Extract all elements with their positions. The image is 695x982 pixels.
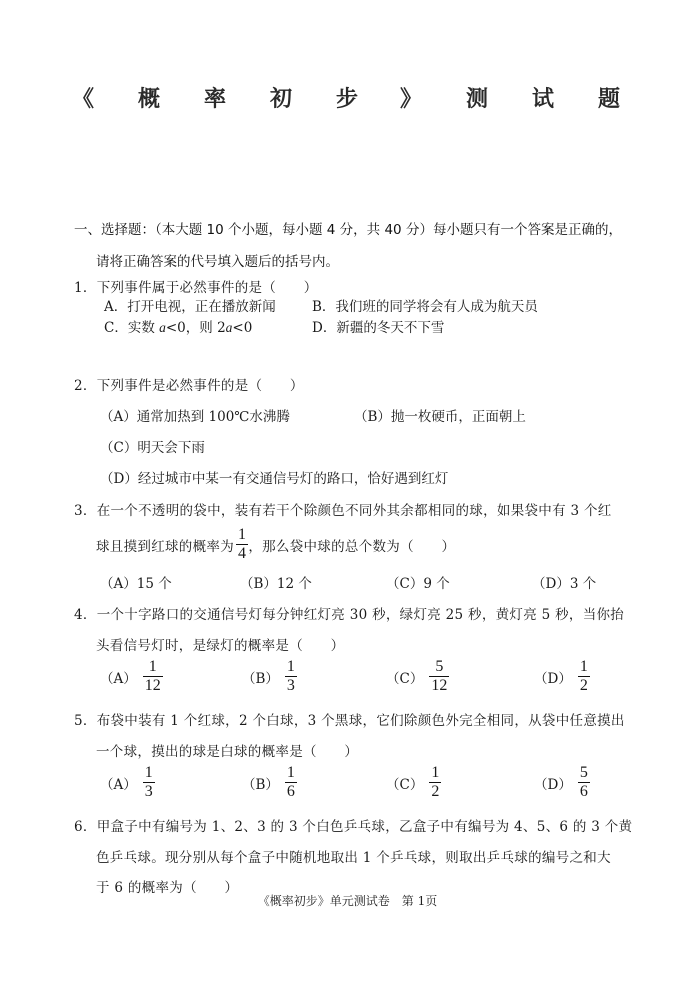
option-b: （B）抛一枚硬币，正面朝上 (354, 409, 526, 425)
title-char: 测 (466, 87, 489, 112)
fraction (578, 658, 590, 695)
option-b: （B）12 个 (240, 576, 312, 592)
option-c (386, 658, 449, 695)
option-c: （C）明天会下雨 (100, 440, 205, 456)
option-d: （D）3 个 (532, 576, 597, 592)
question-number: 4． (74, 607, 97, 623)
question-stem-line1: 在一个不透明的袋中，装有若干个除颜色不同外其余都相同的球，如果袋中有 3 个红 (96, 503, 612, 519)
denominator: 3 (144, 783, 153, 800)
option-b: B．我们班的同学将会有人成为航天员 (312, 299, 538, 315)
denominator: 6 (579, 783, 588, 800)
option-c (386, 764, 441, 801)
numerator: 1 (238, 526, 247, 543)
question-number: 3． (74, 503, 97, 519)
variable-a: a (225, 320, 233, 335)
option-label: （C） (386, 670, 424, 687)
denominator: 2 (579, 677, 588, 694)
fraction (143, 764, 155, 801)
denominator: 12 (144, 677, 161, 694)
option-a: （A）15 个 (100, 576, 172, 592)
question-stem-line2: 色乒乓球。现分别从每个盒子中随机地取出 1 个乒乓球，则取出乒乓球的编号之和大 (96, 850, 611, 866)
question-stem-line2a: 球且摸到红球的概率为 (96, 538, 234, 555)
title-char: 题 (598, 87, 621, 112)
fraction (429, 764, 441, 801)
denominator: 3 (286, 677, 295, 694)
question-stem-line2b: ，那么袋中球的总个数为（ ） (248, 538, 456, 555)
denominator: 2 (431, 783, 440, 800)
title-char: 初 (270, 87, 293, 112)
denominator: 6 (286, 783, 295, 800)
question-number: 2． (74, 378, 97, 394)
variable-a: a (159, 320, 166, 335)
option-label: （A） (100, 670, 137, 687)
fraction (429, 658, 449, 695)
option-label: （D） (534, 670, 572, 687)
option-a: A．打开电视，正在播放新闻 (104, 299, 276, 315)
option-a (100, 764, 155, 801)
title-char: 率 (204, 87, 227, 112)
fraction (236, 526, 248, 563)
question-stem-line2: 头看信号灯时，是绿灯的概率是（ ） (96, 638, 345, 654)
option-label: （B） (242, 670, 279, 687)
question-number: 6． (74, 819, 97, 835)
fraction (285, 658, 297, 695)
question-stem-line2: 一个球，摸出的球是白球的概率是（ ） (96, 744, 359, 760)
question-stem-line1: 甲盒子中有编号为 1、2、3 的 3 个白色乒乓球，乙盒子中有编号为 4、5、6 的 3 个黄 (96, 819, 633, 835)
fraction (578, 764, 590, 801)
denominator: 12 (431, 677, 448, 694)
question-stem-line1: 布袋中装有 1 个红球，2 个白球，3 个黑球，它们除颜色外完全相同，从袋中任意摸出 (96, 713, 625, 729)
title-char: 《 (72, 87, 95, 112)
fraction (285, 764, 297, 801)
numerator: 1 (148, 658, 157, 675)
numerator: 1 (144, 764, 153, 781)
section-heading-line1: 一、选择题：（本大题 10 个小题，每小题 4 分，共 40 分）每小题只有一个答案是正确的， (74, 222, 622, 238)
question-stem: 下列事件属于必然事件的是（ ） (96, 280, 318, 296)
page-title (0, 82, 695, 118)
option-d (534, 658, 590, 695)
option-c-suffix: <0 (232, 320, 253, 336)
question-stem-line3: 于 6 的概率为（ ） (96, 880, 239, 896)
option-b (242, 764, 297, 801)
option-label: （A） (100, 776, 137, 793)
option-a (100, 658, 163, 695)
question-number: 5． (74, 713, 97, 729)
numerator: 5 (579, 764, 588, 781)
option-b (242, 658, 297, 695)
option-d: （D）经过城市中某一有交通信号灯的路口，恰好遇到红灯 (100, 471, 449, 487)
numerator: 1 (286, 658, 295, 675)
option-label: （B） (242, 776, 279, 793)
fraction (143, 658, 163, 695)
title-char: 》 (400, 87, 423, 112)
question-stem: 下列事件是必然事件的是（ ） (96, 378, 304, 394)
option-label: （C） (386, 776, 424, 793)
option-c (104, 316, 252, 336)
page-footer: 《概率初步》单元测试卷 第 1页 (257, 894, 438, 908)
title-char: 试 (532, 87, 555, 112)
option-d (534, 764, 590, 801)
numerator: 5 (435, 658, 444, 675)
section-heading-line2: 请将正确答案的代号填入题后的括号内。 (96, 254, 339, 270)
option-c-mid: <0，则 2 (165, 320, 226, 336)
question-number: 1． (74, 280, 97, 296)
numerator: 1 (286, 764, 295, 781)
numerator: 1 (579, 658, 588, 675)
question-stem-line1: 一个十字路口的交通信号灯每分钟红灯亮 30 秒，绿灯亮 25 秒，黄灯亮 5 秒，当你抬 (96, 607, 625, 623)
option-a: （A）通常加热到 100℃水沸腾 (100, 409, 290, 425)
option-c: （C）9 个 (386, 576, 450, 592)
title-char: 概 (138, 87, 161, 112)
option-d: D．新疆的冬天不下雪 (312, 320, 445, 336)
numerator: 1 (431, 764, 440, 781)
denominator: 4 (238, 545, 247, 562)
title-char: 步 (336, 87, 359, 112)
option-c-prefix: C．实数 (104, 320, 160, 336)
option-label: （D） (534, 776, 572, 793)
